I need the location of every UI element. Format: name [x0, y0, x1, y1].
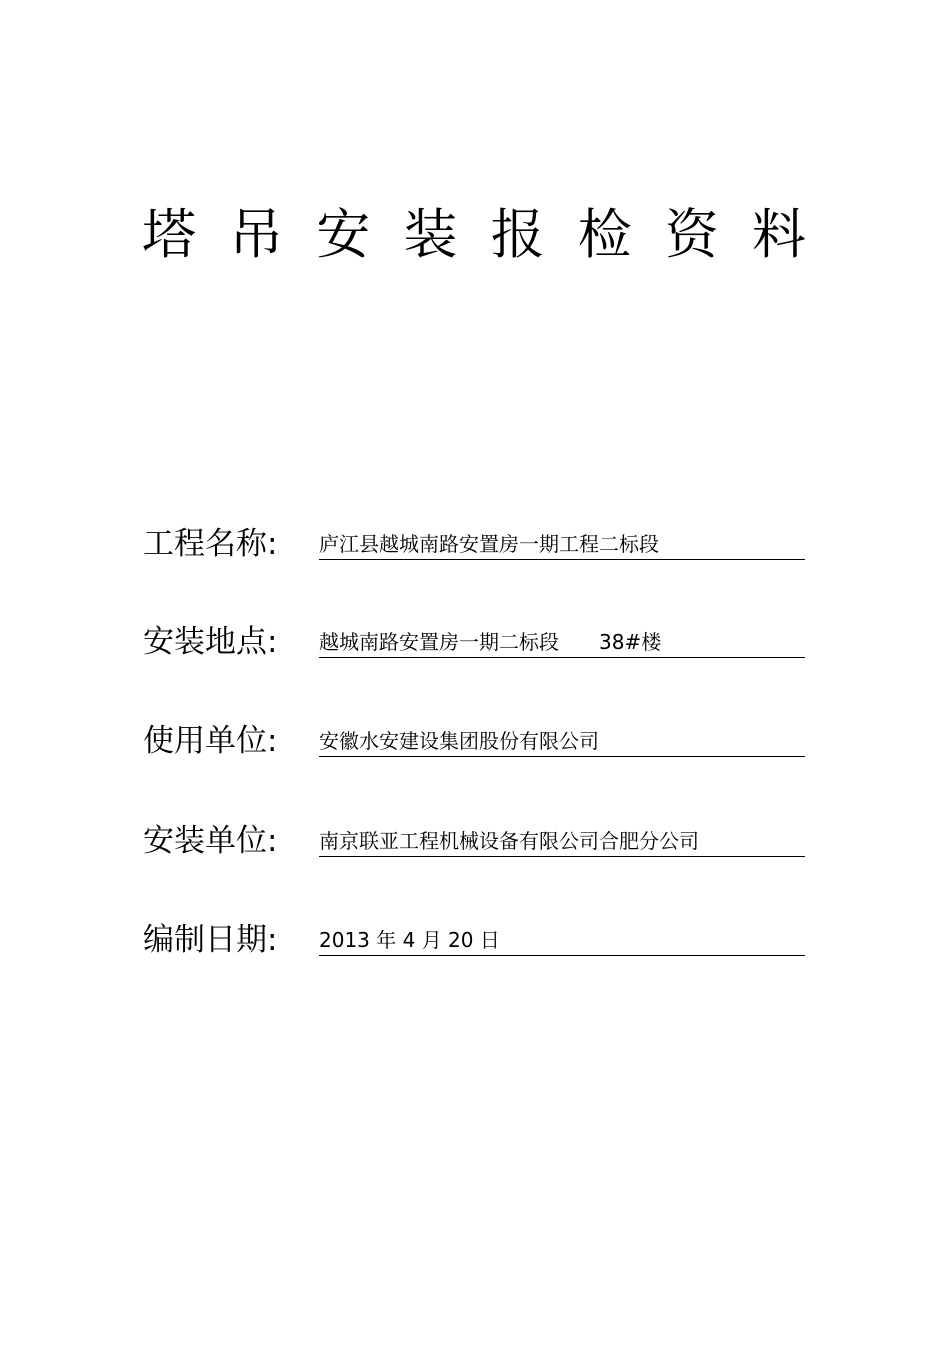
- title-char: 检: [577, 203, 632, 266]
- title-char: 安: [316, 203, 371, 266]
- field-install-location: [143, 614, 805, 658]
- field-value: [319, 925, 805, 956]
- title-char: 吊: [229, 203, 284, 266]
- user-unit-value: 安徽水安建设集团股份有限公司: [319, 729, 599, 753]
- field-label: 安装地点:: [143, 624, 278, 660]
- title-char: 塔: [142, 203, 196, 266]
- field-value: [319, 826, 805, 857]
- field-compile-date: [143, 912, 805, 956]
- title-char: 料: [751, 203, 806, 266]
- field-label: 编制日期:: [143, 922, 278, 958]
- install-unit-value: 南京联亚工程机械设备有限公司合肥分公司: [319, 829, 699, 853]
- title-char: 装: [403, 203, 458, 266]
- field-label: 使用单位:: [143, 723, 278, 759]
- document-title: [142, 200, 806, 270]
- field-project-name: [143, 516, 805, 560]
- install-location-value: 越城南路安置房一期二标段: [319, 630, 559, 654]
- title-char: 资: [664, 203, 719, 266]
- title-char: 报: [490, 203, 545, 266]
- field-value: [319, 726, 805, 757]
- project-name-value: 庐江县越城南路安置房一期工程二标段: [319, 532, 659, 556]
- field-label: 安装单位:: [143, 823, 278, 859]
- field-label: 工程名称:: [143, 526, 278, 562]
- building-number: 38#楼: [599, 630, 662, 654]
- field-user-unit: [143, 713, 805, 757]
- field-value: [319, 529, 805, 560]
- compile-date-value: 2013 年 4 月 20 日: [319, 928, 500, 952]
- field-install-unit: [143, 813, 805, 857]
- field-value: [319, 627, 805, 658]
